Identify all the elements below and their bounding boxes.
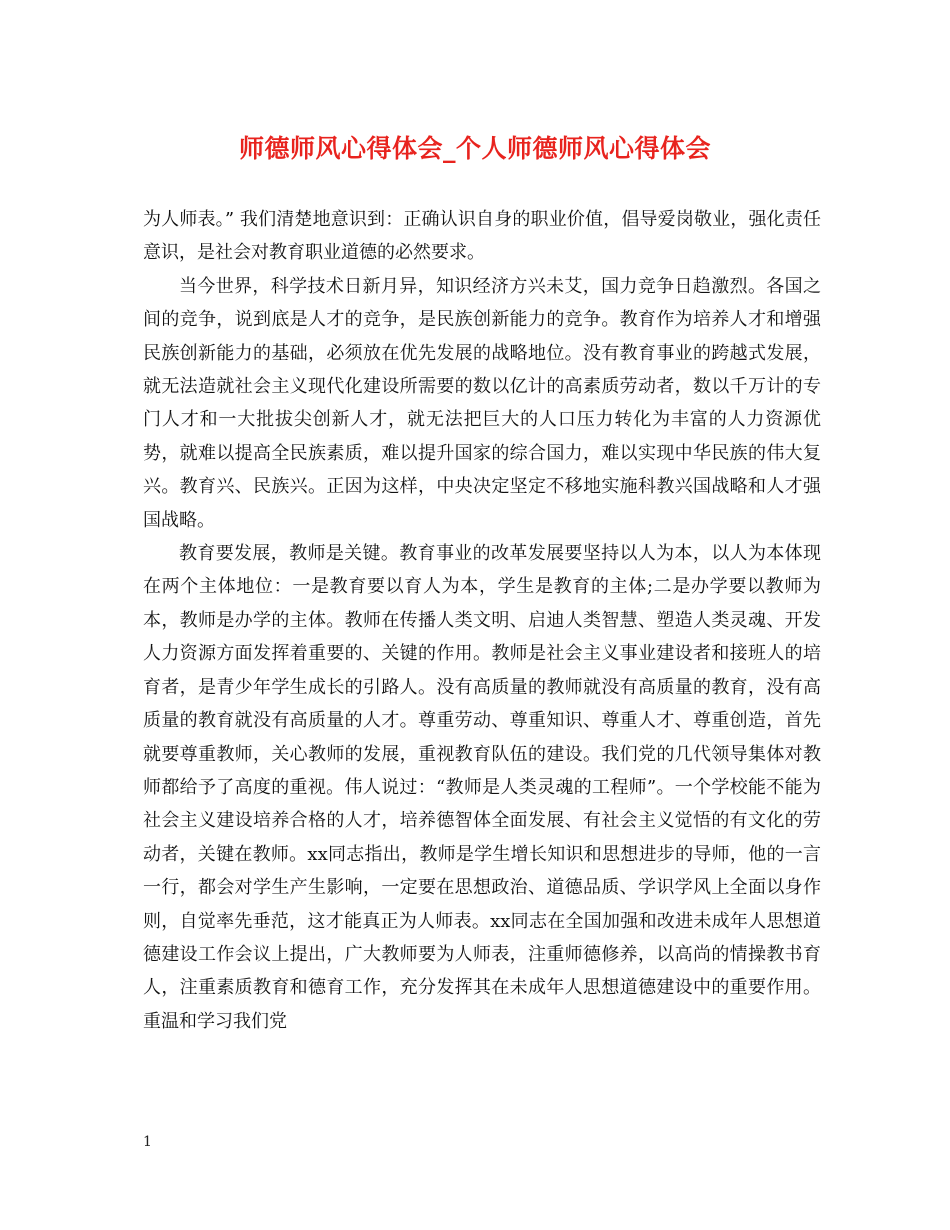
paragraph-3: 教育要发展，教师是关键。教育事业的改革发展要坚持以人为本，以人为本体现在两个主体地位：一是教育要以育人为本，学生是教育的主体;二是办学要以教师为本，教师是办学的主体。教师在传播人类文明、启迪人类智慧、塑造人类灵魂、开发人力资源方面发挥着重要的、关键的作用。教师是社会主义事业建设者和接班人的培育者，是青少年学生成长的引路人。没有高质量的教师就没有高质量的教育，没有高质量的教育就没有高质量的人才。尊重劳动、尊重知识、尊重人才、尊重创造，首先就要尊重教师，关心教师的发展，重视教育队伍的建设。我们党的几代领导集体对教师都给予了高度的重视。伟人说过：“教师是人类灵魂的工程师”。一个学校能不能为社会主义建设培养合格的人才，培养德智体全面发展、有社会主义觉悟的有文化的劳动者，关键在教师。xx同志指出，教师是学生增长知识和思想进步的导师，他的一言一行，都会对学生产生影响，一定要在思想政治、道德品质、学识学风上全面以身作则，自觉率先垂范，这才能真正为人师表。xx同志在全国加强和改进未成年人思想道德建设工作会议上提出，广大教师要为人师表，注重师德修养，以高尚的情操教书育人，注重素质教育和德育工作，充分发挥其在未成年人思想道德建设中的重要作用。重温和学习我们党 [143, 543, 821, 1032]
paragraph-2: 当今世界，科学技术日新月异，知识经济方兴未艾，国力竞争日趋激烈。各国之间的竞争，说到底是人才的竞争，是民族创新能力的竞争。教育作为培养人才和增强民族创新能力的基础，必须放在优先发展的战略地位。没有教育事业的跨越式发展，就无法造就社会主义现代化建设所需要的数以亿计的高素质劳动者，数以千万计的专门人才和一大批拔尖创新人才，就无法把巨大的人口压力转化为丰富的人力资源优势，就难以提高全民族素质，难以提升国家的综合国力，难以实现中华民族的伟大复兴。教育兴、民族兴。正因为这样，中央决定坚定不移地实施科教兴国战略和人才强国战略。 [143, 275, 821, 531]
page-number: 1 [143, 1134, 152, 1150]
document-body [143, 203, 821, 1038]
document-title: 师德师风心得体会_个人师德师风心得体会 [238, 134, 711, 163]
paragraph-1: 为人师表。” 我们清楚地意识到：正确认识自身的职业价值，倡导爱岗敬业，强化责任意识，是社会对教育职业道德的必然要求。 [143, 209, 821, 264]
